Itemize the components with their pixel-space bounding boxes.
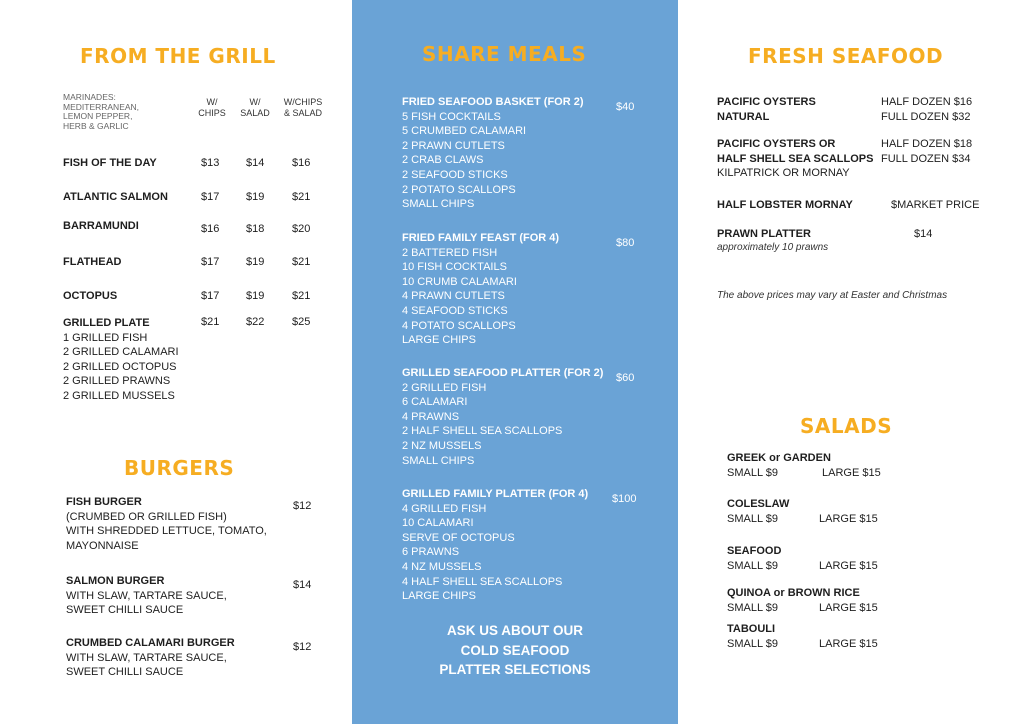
prawn-platter-price: $14 [914,228,933,240]
col-header-chips-salad [278,97,328,118]
burger-line: MAYONNAISE [66,539,139,552]
salad-name: TABOULI [727,623,776,635]
price-full-dozen: FULL DOZEN $32 [881,110,971,123]
salad-name: COLESLAW [727,498,790,510]
price-half-dozen: HALF DOZEN $18 [881,138,973,150]
grill-item-name: ATLANTIC SALMON [63,191,168,203]
plate-line: 2 GRILLED PRAWNS [63,375,171,388]
col-header-salad [230,97,280,118]
share-item-name: GRILLED SEAFOOD PLATTER (FOR 2) [402,367,604,379]
marinade-option: HERB & GARLIC [63,120,129,131]
marinades-label: MARINADES: [63,92,116,102]
col-header-line: W/ [249,97,261,107]
plate-line: 2 GRILLED OCTOPUS [63,360,177,373]
oysters-prices [881,95,972,124]
share-line: 6 CALAMARI [402,396,468,409]
burger-line: SWEET CHILLI SAUCE [66,604,184,617]
salads-heading: SALADS [800,414,893,438]
plate-line: 2 GRILLED CALAMARI [63,346,179,359]
salad-small: SMALL $9 [727,601,778,614]
burger-line: WITH SLAW, TARTARE SAUCE, [66,589,227,602]
grill-price-salad: $22 [246,316,265,328]
grill-price-chips: $16 [201,223,220,235]
scallops-name: PACIFIC OYSTERS OR [717,138,836,150]
salad-item [727,451,831,480]
burger-line: WITH SHREDDED LETTUCE, TOMATO, [66,525,267,538]
share-line: LARGE CHIPS [402,334,476,347]
share-line: 2 BATTERED FISH [402,246,498,259]
col-header-line: & SALAD [283,107,323,118]
oysters-item [717,95,816,124]
price-note: The above prices may vary at Easter and Christmas [717,290,948,301]
salad-name: GREEK or GARDEN [727,452,831,464]
seafood-heading: FRESH SEAFOOD [748,44,944,68]
grill-item-name: BARRAMUNDI [63,220,139,232]
grill-item-name: FLATHEAD [63,256,122,268]
grill-price-chips: $17 [201,191,220,203]
salad-name: QUINOA or BROWN RICE [727,587,860,599]
share-line: 6 PRAWNS [402,546,460,559]
share-item [402,366,603,468]
salad-item [727,622,778,651]
lobster-price: $MARKET PRICE [891,199,980,211]
plate-line: 2 GRILLED MUSSELS [63,389,175,402]
salad-name: SEAFOOD [727,545,782,557]
burger-price: $12 [293,500,312,512]
share-line: 4 POTATO SCALLOPS [402,319,516,332]
scallops-name: HALF SHELL SEA SCALLOPS [717,152,874,165]
share-line: 4 SEAFOOD STICKS [402,304,508,317]
share-item-name: FRIED FAMILY FEAST (FOR 4) [402,232,560,244]
share-line: 2 SEAFOOD STICKS [402,168,508,181]
price-full-dozen: FULL DOZEN $34 [881,152,971,165]
share-price: $60 [616,372,635,384]
share-line: 2 HALF SHELL SEA SCALLOPS [402,425,563,438]
share-line: 5 FISH COCKTAILS [402,110,501,123]
col-header-line: W/ [206,97,218,107]
grill-price-both: $21 [292,191,311,203]
oysters-sub: NATURAL [717,110,770,123]
price-half-dozen: HALF DOZEN $16 [881,96,973,108]
share-heading: SHARE MEALS [422,42,587,66]
prawn-platter-name: PRAWN PLATTER [717,228,811,240]
seafood-salads-column [678,0,1024,724]
prawn-platter-sub: approximately 10 prawns [717,241,829,253]
grill-price-salad: $19 [246,256,265,268]
burger-line: SWEET CHILLI SAUCE [66,666,184,679]
grill-price-salad: $19 [246,191,265,203]
burger-line: (CRUMBED OR GRILLED FISH) [66,510,227,523]
burger-name: FISH BURGER [66,496,142,508]
callout-line: ASK US ABOUT OUR [446,623,583,638]
burgers-heading: BURGERS [124,456,235,480]
grill-price-both: $16 [292,157,311,169]
col-header-line: SALAD [240,107,270,118]
plate-line: 1 GRILLED FISH [63,331,148,344]
cold-platter-callout [352,621,678,680]
share-item [402,95,584,212]
share-line: 4 GRILLED FISH [402,502,487,515]
share-line: SERVE OF OCTOPUS [402,531,515,544]
share-item [402,231,559,348]
share-line: LARGE CHIPS [402,590,476,603]
burger-price: $14 [293,579,312,591]
burger-price: $12 [293,641,312,653]
share-line: 2 CRAB CLAWS [402,154,484,167]
share-line: 2 PRAWN CUTLETS [402,139,505,152]
grill-price-chips: $17 [201,290,220,302]
grill-price-chips: $17 [201,256,220,268]
salad-large: LARGE $15 [819,638,878,650]
burger-item [66,574,227,618]
callout-line: PLATTER SELECTIONS [439,662,591,677]
grill-price-salad: $14 [246,157,265,169]
grill-price-both: $25 [292,316,311,328]
salad-item [727,497,789,526]
scallops-prices [881,137,972,166]
share-price: $40 [616,101,635,113]
grill-price-both: $21 [292,290,311,302]
salad-small: SMALL $9 [727,637,778,650]
grill-item-name: FISH OF THE DAY [63,157,157,169]
grill-price-salad: $18 [246,223,265,235]
col-header-line: CHIPS [198,107,226,118]
salad-large: LARGE $15 [819,560,878,572]
grilled-plate [63,316,179,404]
salad-small: SMALL $9 [727,559,778,572]
grill-burgers-column [0,0,352,724]
share-price: $100 [612,493,637,505]
salad-large: LARGE $15 [819,513,878,525]
grill-price-both: $20 [292,223,311,235]
marinade-option: LEMON PEPPER, [63,111,133,121]
share-line: 2 GRILLED FISH [402,381,487,394]
burger-line: WITH SLAW, TARTARE SAUCE, [66,651,227,664]
marinades-note [63,93,139,131]
salad-item [727,544,781,573]
share-line: 4 PRAWN CUTLETS [402,290,505,303]
grill-heading: FROM THE GRILL [80,44,276,68]
burger-item [66,636,235,680]
share-line: SMALL CHIPS [402,454,475,467]
share-price: $80 [616,237,635,249]
share-line: 2 NZ MUSSELS [402,439,482,452]
burger-item [66,495,267,553]
share-meals-panel [352,0,678,724]
share-line: 10 FISH COCKTAILS [402,261,507,274]
share-line: SMALL CHIPS [402,198,475,211]
grill-item-name: OCTOPUS [63,290,118,302]
share-item-name: FRIED SEAFOOD BASKET (FOR 2) [402,96,584,108]
callout-line: COLD SEAFOOD [460,642,570,658]
share-line: 10 CALAMARI [402,517,474,530]
salad-small: SMALL $9 [727,512,778,525]
share-line: 4 PRAWNS [402,410,460,423]
share-line: 4 NZ MUSSELS [402,560,482,573]
burger-name: SALMON BURGER [66,575,165,587]
lobster-name: HALF LOBSTER MORNAY [717,199,853,211]
salad-large: LARGE $15 [819,602,878,614]
share-line: 4 HALF SHELL SEA SCALLOPS [402,575,563,588]
grill-price-salad: $19 [246,290,265,302]
share-line: 10 CRUMB CALAMARI [402,275,517,288]
scallops-sub: KILPATRICK OR MORNAY [717,167,850,180]
share-item [402,487,588,604]
salad-small: SMALL $9 [727,466,778,479]
col-header-line: W/CHIPS [283,97,323,107]
salad-large: LARGE $15 [822,467,881,479]
grill-item-name: GRILLED PLATE [63,317,150,329]
marinade-option: MEDITERRANEAN, [63,101,140,112]
grill-price-chips: $21 [201,316,220,328]
share-line: 2 POTATO SCALLOPS [402,183,516,196]
grill-price-chips: $13 [201,157,220,169]
share-line: 5 CRUMBED CALAMARI [402,125,527,138]
oysters-name: PACIFIC OYSTERS [717,96,816,108]
share-item-name: GRILLED FAMILY PLATTER (FOR 4) [402,488,589,500]
grill-price-both: $21 [292,256,311,268]
burger-name: CRUMBED CALAMARI BURGER [66,637,235,649]
prawn-platter-item [717,227,828,253]
scallops-item [717,137,873,181]
